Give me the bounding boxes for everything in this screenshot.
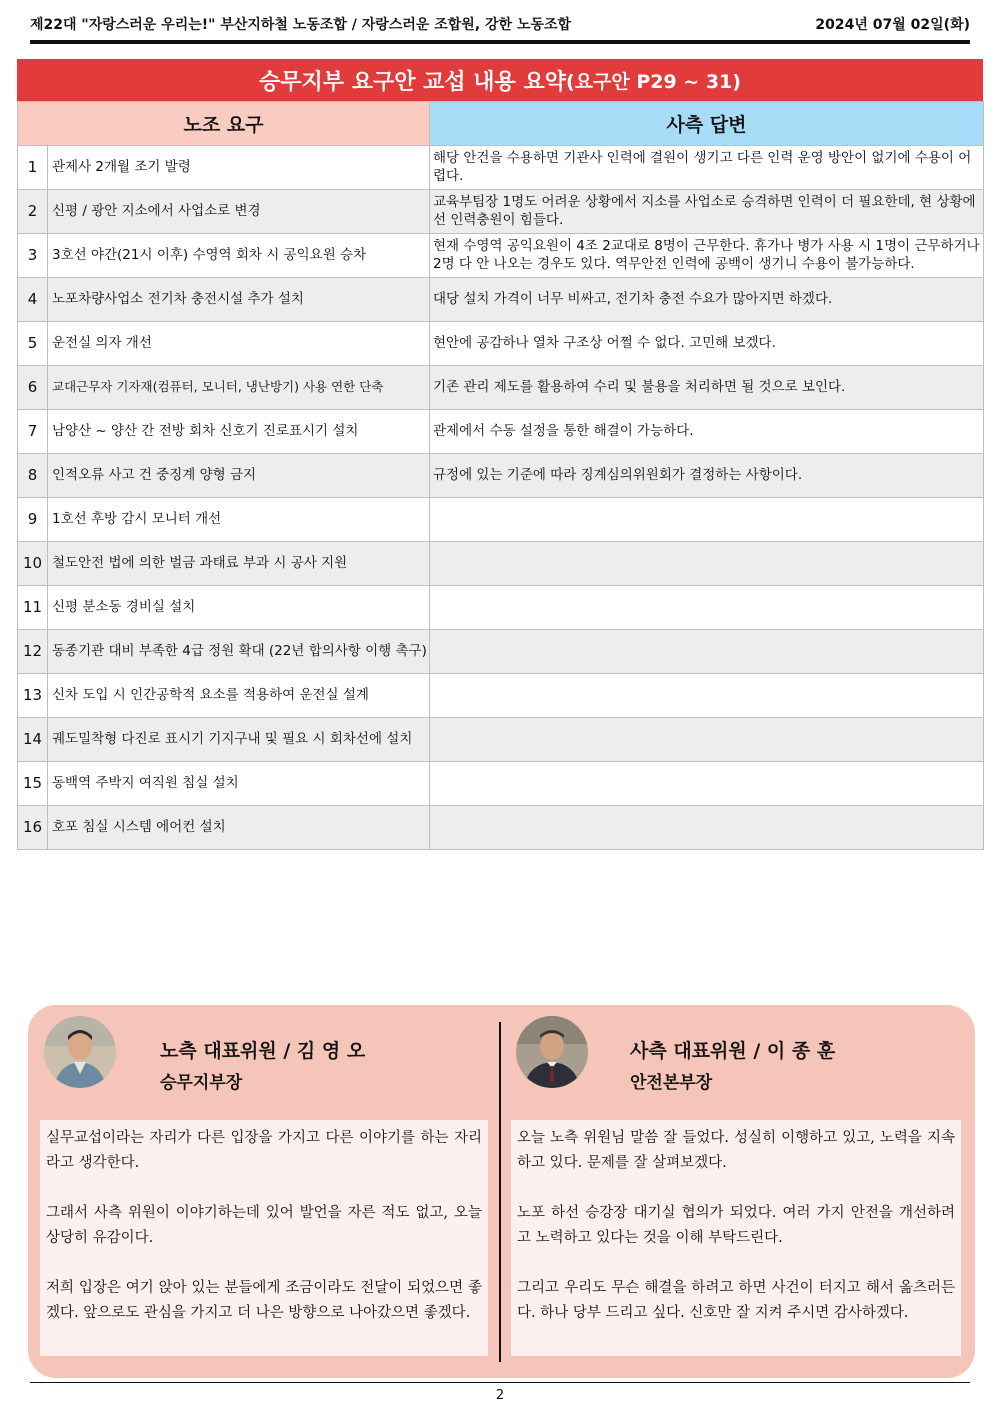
demand-cell: 궤도밀착형 다진로 표시기 기지구내 및 필요 시 회차선에 설치 (48, 718, 430, 762)
union-rep-title: 승무지부장 (160, 1073, 243, 1093)
row-number: 2 (18, 190, 48, 234)
newsletter-header (30, 10, 970, 38)
footer-rule (30, 1382, 970, 1383)
company-rep-comment (511, 1120, 961, 1356)
row-number: 7 (18, 410, 48, 454)
company-rep-photo (516, 1016, 588, 1088)
answer-cell (430, 718, 984, 762)
panel-divider (499, 1022, 501, 1362)
page-title-sub: (요구안 P29 ~ 31) (565, 70, 741, 93)
table-row (18, 586, 984, 630)
demand-cell: 운전실 의자 개선 (48, 322, 430, 366)
table-row (18, 410, 984, 454)
table-row (18, 454, 984, 498)
comment-paragraph: 그리고 우리도 무슨 해결을 하려고 하면 사건이 터지고 해서 옮츠러든다. 하나 당부 드리고 싶다. 신호만 잘 지켜 주시면 감사하겠다. (517, 1279, 955, 1321)
row-number: 3 (18, 234, 48, 278)
demand-cell: 노포차량사업소 전기차 충전시설 추가 설치 (48, 278, 430, 322)
answer-cell: 현안에 공감하나 열차 구조상 어쩔 수 없다. 고민해 보겠다. (430, 322, 984, 366)
page-title-main: 승무지부 요구안 교섭 내용 요약 (259, 69, 566, 95)
demand-cell: 호포 침실 시스템 에어컨 설치 (48, 806, 430, 850)
company-rep-name: 사측 대표위원 / 이 종 훈 (630, 1040, 836, 1062)
row-number: 11 (18, 586, 48, 630)
demand-answer-table (17, 101, 984, 850)
union-rep-comment (40, 1120, 488, 1356)
demand-cell: 인적오류 사고 건 중징계 양형 금지 (48, 454, 430, 498)
table-row (18, 630, 984, 674)
answer-cell (430, 674, 984, 718)
table-row (18, 234, 984, 278)
answer-cell: 규정에 있는 기준에 따라 징계심의위원회가 결정하는 사항이다. (430, 454, 984, 498)
answer-cell (430, 762, 984, 806)
demand-cell: 3호선 야간(21시 이후) 수영역 회차 시 공익요원 승차 (48, 234, 430, 278)
union-rep-photo (44, 1016, 116, 1088)
header-date: 2024년 07월 02일(화) (815, 17, 970, 33)
table-row (18, 674, 984, 718)
table-row (18, 498, 984, 542)
demand-cell: 신평 / 광안 지소에서 사업소로 변경 (48, 190, 430, 234)
row-number: 1 (18, 146, 48, 190)
comment-paragraph: 오늘 노측 위원님 말씀 잘 들었다. 성실히 이행하고 있고, 노력을 지속하고 있다. 문제를 잘 살펴보겠다. (517, 1130, 955, 1172)
table-row (18, 762, 984, 806)
demand-column-header: 노조 요구 (18, 102, 430, 146)
answer-cell: 교육부팀장 1명도 어려운 상황에서 지소를 사업소로 승격하면 인력이 더 필요한데, 현 상황에선 인력충원이 힘들다. (430, 190, 984, 234)
person-photo-icon (44, 1016, 116, 1088)
answer-column-header: 사측 답변 (430, 102, 984, 146)
demand-cell: 신평 분소동 경비실 설치 (48, 586, 430, 630)
demand-cell: 1호선 후방 감시 모니터 개선 (48, 498, 430, 542)
row-number: 16 (18, 806, 48, 850)
answer-cell (430, 586, 984, 630)
demand-cell: 교대근무자 기자재(컴퓨터, 모니터, 냉난방기) 사용 연한 단축 (48, 366, 430, 410)
table-row (18, 322, 984, 366)
answer-cell: 현재 수영역 공익요원이 4조 2교대로 8명이 근무한다. 휴가나 병가 사용 시 1명이 근무하거나 2명 다 안 나오는 경우도 있다. 역무안전 인력에 공백이 생기니 수용이 불가능하다. (430, 234, 984, 278)
company-rep-title: 안전본부장 (630, 1073, 713, 1093)
row-number: 10 (18, 542, 48, 586)
row-number: 8 (18, 454, 48, 498)
answer-cell (430, 498, 984, 542)
header-union-slogan: 제22대 "자랑스러운 우리는!" 부산지하철 노동조합 / 자랑스러운 조합원, 강한 노동조합 (30, 17, 572, 33)
row-number: 13 (18, 674, 48, 718)
table-row (18, 366, 984, 410)
answer-cell: 기존 관리 제도를 활용하여 수리 및 불용을 처리하면 될 것으로 보인다. (430, 366, 984, 410)
header-rule (30, 40, 970, 44)
page-number: 2 (495, 1388, 505, 1403)
table-header-row (18, 102, 984, 146)
demand-cell: 남양산 ~ 양산 간 전방 회차 신호기 진로표시기 설치 (48, 410, 430, 454)
demand-cell: 신차 도입 시 인간공학적 요소를 적용하여 운전실 설계 (48, 674, 430, 718)
comment-paragraph: 노포 하선 승강장 대기실 협의가 되었다. 여러 가지 안전을 개선하려고 노력하고 있다는 것을 이해 부탁드린다. (517, 1204, 955, 1247)
answer-cell (430, 806, 984, 850)
row-number: 5 (18, 322, 48, 366)
table-row (18, 806, 984, 850)
table-row (18, 146, 984, 190)
table-row (18, 718, 984, 762)
table-row (18, 278, 984, 322)
table-row (18, 542, 984, 586)
row-number: 4 (18, 278, 48, 322)
row-number: 12 (18, 630, 48, 674)
row-number: 14 (18, 718, 48, 762)
demand-cell: 동종기관 대비 부족한 4급 정원 확대 (22년 합의사항 이행 촉구) (48, 630, 430, 674)
row-number: 15 (18, 762, 48, 806)
union-rep-name: 노측 대표위원 / 김 영 오 (160, 1040, 366, 1062)
demand-cell: 철도안전 법에 의한 벌금 과태료 부과 시 공사 지원 (48, 542, 430, 586)
comment-paragraph: 실무교섭이라는 자리가 다른 입장을 가지고 다른 이야기를 하는 자리라고 생각한다. (46, 1130, 482, 1172)
answer-cell: 관제에서 수동 설정을 통한 해결이 가능하다. (430, 410, 984, 454)
comment-paragraph: 저희 입장은 여기 앉아 있는 분들에게 조금이라도 전달이 되었으면 좋겠다. 앞으로도 관심을 가지고 더 나은 방향으로 나아갔으면 좋겠다. (46, 1279, 482, 1321)
table-row (18, 190, 984, 234)
page-title (17, 59, 983, 101)
answer-cell: 해당 안건을 수용하면 기관사 인력에 결원이 생기고 다른 인력 운영 방안이 없기에 수용이 어렵다. (430, 146, 984, 190)
answer-cell (430, 542, 984, 586)
row-number: 6 (18, 366, 48, 410)
answer-cell: 대당 설치 가격이 너무 비싸고, 전기차 충전 수요가 많아지면 하겠다. (430, 278, 984, 322)
person-photo-icon (516, 1016, 588, 1088)
demand-cell: 관제사 2개월 조기 발령 (48, 146, 430, 190)
row-number: 9 (18, 498, 48, 542)
answer-cell (430, 630, 984, 674)
comment-paragraph: 그래서 사측 위원이 이야기하는데 있어 발언을 자른 적도 없고, 오늘 상당히 유감이다. (46, 1204, 482, 1247)
demand-cell: 동백역 주박지 여직원 침실 설치 (48, 762, 430, 806)
